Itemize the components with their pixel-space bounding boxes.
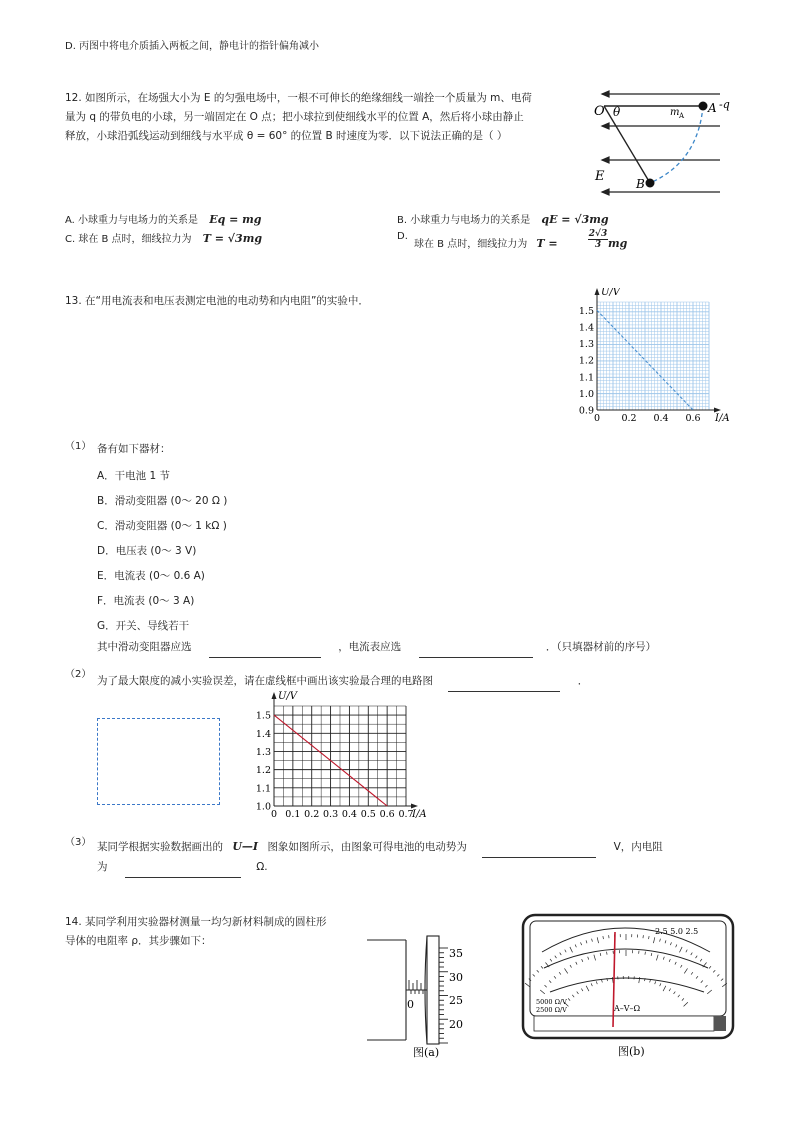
y-tick-label: 1.0 — [578, 388, 594, 400]
y-tick-label: 1.3 — [578, 339, 594, 351]
q12-option-d-fraction — [588, 229, 608, 250]
y-tick-label: 0.9 — [578, 405, 594, 417]
y-tick-label: 1.2 — [255, 765, 271, 777]
ball-a — [699, 102, 708, 111]
y-tick-label: 1.4 — [578, 322, 594, 334]
q13-p3-line-1 — [97, 836, 663, 858]
q12-figure — [590, 82, 735, 202]
q12-option-d-text: 球在 B 点时，细线拉力为 — [414, 239, 528, 250]
q11-option-d: D. 丙图中将电介质插入两板之间，静电计的指针偏角减小 — [65, 41, 320, 52]
x-tick-label: 0.1 — [285, 809, 301, 820]
q12-option-c-text: C. 球在 B 点时，细线拉力为 — [65, 234, 192, 245]
q12-option-c — [65, 232, 262, 247]
multimeter-figure — [520, 912, 738, 1062]
q12-option-a — [65, 213, 262, 228]
q12-option-d-num: 2√3 — [588, 229, 608, 239]
x-tick-label: 0.4 — [341, 809, 357, 820]
q12-line-1: 12. 如图所示，在场强大小为 E 的匀强电场中，一根不可伸长的绝缘细线一端拴一个质量为 m、电荷 — [65, 92, 532, 104]
resistance-answer-blank[interactable] — [125, 865, 241, 878]
q13-p3-unit-v: V，内电阻 — [613, 841, 663, 853]
q13-title: 13. 在“用电流表和电压表测定电池的电动势和内电阻”的实验中． — [65, 295, 369, 307]
x-tick-label: 0.5 — [360, 809, 376, 820]
x-tick-label: 0.2 — [621, 413, 637, 424]
q13-item-a: A．干电池 1 节 — [97, 470, 171, 482]
q12-option-b-text: B. 小球重力与电场力的关系是 — [397, 215, 531, 226]
x-tick-label: 0.6 — [685, 413, 701, 424]
micrometer-25: 25 — [449, 994, 463, 1007]
emf-answer-blank[interactable] — [482, 845, 596, 858]
q14-line-2: 导体的电阻率 ρ．其步骤如下： — [65, 935, 212, 947]
q12-line-2: 量为 q 的带负电的小球，另一端固定在 O 点；把小球拉到使细线水平的位置 A，然后将小球由静止 — [65, 111, 524, 123]
label-q: -q — [719, 98, 730, 111]
x-tick-label: 0.3 — [323, 809, 339, 820]
q13-p1-choose-c: ．（只填器材前的序号） — [545, 641, 657, 653]
q13-p3-formula: U—I — [232, 840, 259, 853]
label-o: O — [594, 104, 605, 119]
label-m-sub: A — [679, 112, 685, 120]
micrometer-30: 30 — [449, 971, 463, 984]
q13-item-g: G．开关、导线若干 — [97, 620, 190, 632]
q13-p3-text-b: 图象如图所示，由图象可得电池的电动势为 — [267, 841, 467, 853]
y-tick-label: 1.0 — [255, 801, 271, 813]
meter-label: A–V–Ω — [614, 1004, 641, 1013]
meter-note-2: 2500 Ω/V — [536, 1006, 567, 1014]
circuit-answer-blank[interactable] — [448, 679, 560, 692]
q13-p1-choose-a: 其中滑动变阻器应选 — [97, 641, 192, 653]
q12-option-b-formula: qE = √3mg — [541, 213, 609, 226]
micrometer-zero: 0 — [407, 998, 414, 1011]
y-tick-label: 1.2 — [578, 355, 594, 367]
x-axis-label: I/A — [715, 413, 730, 424]
x-tick-label: 0.4 — [653, 413, 669, 424]
ball-b — [646, 179, 655, 188]
q13-p1-intro: 备有如下器材： — [97, 443, 171, 455]
q12-line-3: 释放，小球沿弧线运动到细线与水平成 θ = 60° 的位置 B 时速度为零．以下说法正确的是（ ） — [65, 130, 508, 142]
q14-stem — [65, 913, 370, 951]
q13-p1-items — [97, 465, 227, 637]
q12-option-b — [397, 213, 609, 228]
y-tick-label: 1.3 — [255, 746, 271, 758]
q12-option-d-lhs: T = — [536, 237, 558, 250]
q12-option-d — [397, 230, 408, 244]
y-tick-label: 1.1 — [578, 372, 594, 384]
q12-stem — [65, 89, 590, 146]
x-tick-label: 0.7 — [398, 809, 414, 820]
figure-b-caption: 图(b) — [618, 1045, 645, 1058]
q13-p1-num: （1） — [65, 441, 92, 452]
x-axis-arrow — [411, 804, 418, 809]
q13-p3-text-a: 某同学根据实验数据画出的 — [97, 841, 223, 853]
y-tick-label: 1.4 — [255, 728, 271, 740]
x-axis-label: I/A — [412, 809, 427, 820]
label-e: E — [595, 169, 605, 184]
q12-option-d-body — [414, 237, 558, 252]
micrometer-20: 20 — [449, 1018, 463, 1031]
q13-p2-end: ． — [577, 675, 589, 687]
y-axis-arrow — [272, 692, 277, 699]
x-tick-label: 0.6 — [379, 809, 395, 820]
meter-note-1: 5000 Ω/V — [536, 998, 567, 1006]
q13-p1-choose-b: ，电流表应选 — [338, 641, 402, 653]
label-theta: θ — [613, 105, 621, 119]
label-b: B — [636, 177, 645, 191]
ammeter-answer-blank[interactable] — [419, 645, 533, 658]
y-tick-label: 1.5 — [578, 305, 594, 317]
q13-p3-num: （3） — [65, 837, 92, 848]
q13-item-e: E．电流表 (0～ 0.6 A) — [97, 570, 205, 582]
x-tick-label: 0 — [270, 809, 278, 820]
q13-p1-answer-line — [97, 636, 656, 658]
q12-option-a-text: A. 小球重力与电场力的关系是 — [65, 215, 199, 226]
micrometer-figure — [365, 932, 485, 1062]
q13-item-d: D．电压表 (0～ 3 V) — [97, 545, 197, 557]
label-a: A — [708, 101, 717, 115]
q12-option-a-formula: Eq = mg — [209, 213, 262, 226]
y-tick-label: 1.5 — [255, 710, 271, 722]
q13-chart-1 — [575, 288, 735, 430]
label-m: m — [670, 107, 680, 118]
q13-p2-text: 为了最大限度的减小实验误差，请在虚线框中画出该实验最合理的电路图 — [97, 675, 433, 687]
x-tick-label: 0 — [593, 413, 601, 424]
q13-p3-unit-ohm: Ω. — [256, 861, 268, 873]
q12-option-c-formula: T = √3mg — [202, 232, 263, 245]
q14-line-1: 14. 某同学利用实验器材测量一均匀新材料制成的圆柱形 — [65, 916, 327, 928]
q12-option-d-rhs: mg — [608, 237, 628, 250]
q13-p3-line-2 — [97, 856, 268, 878]
q13-chart-2 — [248, 688, 438, 823]
q13-item-c: C．滑动变阻器 (0～ 1 kΩ ) — [97, 520, 227, 532]
q12-option-d-den: 3 — [594, 240, 602, 250]
q13-item-b: B．滑动变阻器 (0～ 20 Ω ) — [97, 495, 228, 507]
circuit-drawing-box[interactable] — [97, 718, 220, 805]
q13-item-f: F．电流表 (0～ 3 A) — [97, 595, 195, 607]
figure-a-caption: 图(a) — [413, 1046, 440, 1059]
rheostat-answer-blank[interactable] — [209, 645, 321, 658]
q13-p2-num: （2） — [65, 669, 92, 680]
y-tick-label: 1.1 — [255, 783, 271, 795]
y-axis-arrow — [595, 288, 600, 295]
y-axis-label: U/V — [278, 691, 298, 702]
x-tick-label: 0.2 — [304, 809, 320, 820]
q12-option-d-label: D. — [397, 231, 408, 242]
x-axis-arrow — [714, 408, 721, 413]
micrometer-35: 35 — [449, 947, 463, 960]
q13-p3-text-c: 为 — [97, 861, 108, 873]
y-axis-label: U/V — [601, 288, 621, 298]
meter-brand: 2.5 5.0 2.5 — [655, 927, 699, 936]
